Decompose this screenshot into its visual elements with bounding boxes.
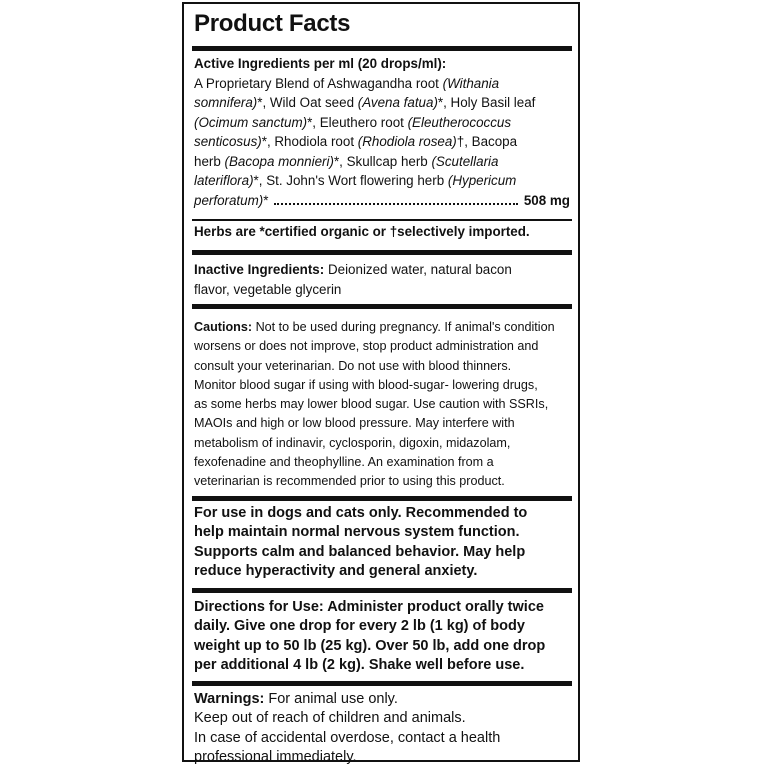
cautions-line: as some herbs may lower blood sugar. Use caution with SSRIs, xyxy=(194,397,549,412)
cautions-label: Cautions: xyxy=(194,320,253,334)
use-line: Supports calm and balanced behavior. May help xyxy=(194,543,526,560)
warnings-line: Keep out of reach of children and animals. xyxy=(194,710,466,727)
warnings-label: Warnings: xyxy=(194,691,265,707)
cautions-first-line: Not to be used during pregnancy. If animal's condition xyxy=(255,320,555,334)
use-line: reduce hyperactivity and general anxiety. xyxy=(194,562,478,579)
ingredient-line: lateriflora)*, St. John's Wort flowering herb (Hypericum xyxy=(194,173,517,188)
inactive-text-line2: flavor, vegetable glycerin xyxy=(194,281,342,297)
product-facts-panel xyxy=(182,2,580,765)
directions-section-rule xyxy=(192,681,572,686)
use-line: For use in dogs and cats only. Recommended to xyxy=(194,505,528,521)
herbs-footnote: Herbs are *certified organic or †selectively imported. xyxy=(194,224,530,239)
cautions-line: MAOIs and high or low blood pressure. May interfere with xyxy=(194,416,515,431)
ingredient-line: A Proprietary Blend of Ashwagandha root (Withania xyxy=(194,75,500,91)
warnings-first-line: For animal use only. xyxy=(268,691,398,707)
inactive-ingredients-section xyxy=(194,260,570,299)
cautions-section xyxy=(194,318,570,492)
blend-amount: 508 mg xyxy=(523,192,570,208)
ingredient-line: senticosus)*, Rhodiola root (Rhodiola rosea)†, Bacopa xyxy=(194,134,518,149)
cautions-line: worsens or does not improve, stop product administration and xyxy=(194,339,539,354)
amount-rule xyxy=(192,219,572,221)
cautions-line: fexofenadine and theophylline. An examination from a xyxy=(194,455,494,470)
active-section-rule xyxy=(192,250,572,255)
warnings-line: In case of accidental overdose, contact a health xyxy=(194,729,501,746)
cautions-line: metabolism of indinavir, cyclosporin, digoxin, midazolam, xyxy=(194,435,511,450)
ingredient-amount-row: perforatum)* 508 mg xyxy=(194,191,570,211)
warnings-line: professional immediately. xyxy=(194,748,357,765)
cautions-line: veterinarian is recommended prior to using this product. xyxy=(194,474,505,489)
directions-line: weight up to 50 lb (25 kg). Over 50 lb, add one drop xyxy=(194,637,546,654)
active-ingredients-heading: Active Ingredients per ml (20 drops/ml): xyxy=(194,56,447,71)
ingredient-line: (Ocimum sanctum)*, Eleuthero root (Eleutherococcus xyxy=(194,114,512,130)
title-rule xyxy=(192,46,572,51)
use-section-rule xyxy=(192,588,572,593)
cautions-section-rule xyxy=(192,496,572,501)
cautions-line: consult your veterinarian. Do not use with blood thinners. xyxy=(194,358,512,373)
dot-leader xyxy=(274,203,517,205)
warnings-section xyxy=(194,690,570,767)
use-line: help maintain normal nervous system function. xyxy=(194,524,520,541)
use-section xyxy=(194,504,570,581)
directions-line: daily. Give one drop for every 2 lb (1 kg) of body xyxy=(194,618,525,635)
directions-line: per additional 4 lb (2 kg). Shake well before use. xyxy=(194,656,525,673)
inactive-section-rule xyxy=(192,304,572,309)
inactive-label: Inactive Ingredients: xyxy=(194,262,325,277)
active-ingredients-section xyxy=(194,54,570,210)
inactive-text: Deionized water, natural bacon xyxy=(327,262,512,277)
panel-title: Product Facts xyxy=(194,10,351,37)
ingredient-line: somnifera)*, Wild Oat seed (Avena fatua)*, Holy Basil leaf xyxy=(194,95,536,110)
cautions-line: Monitor blood sugar if using with blood-sugar- lowering drugs, xyxy=(194,377,538,392)
directions-line: Directions for Use: Administer product orally twice xyxy=(194,599,544,615)
ingredient-line: herb (Bacopa monnieri)*, Skullcap herb (Scutellaria xyxy=(194,153,499,169)
directions-section xyxy=(194,598,570,675)
